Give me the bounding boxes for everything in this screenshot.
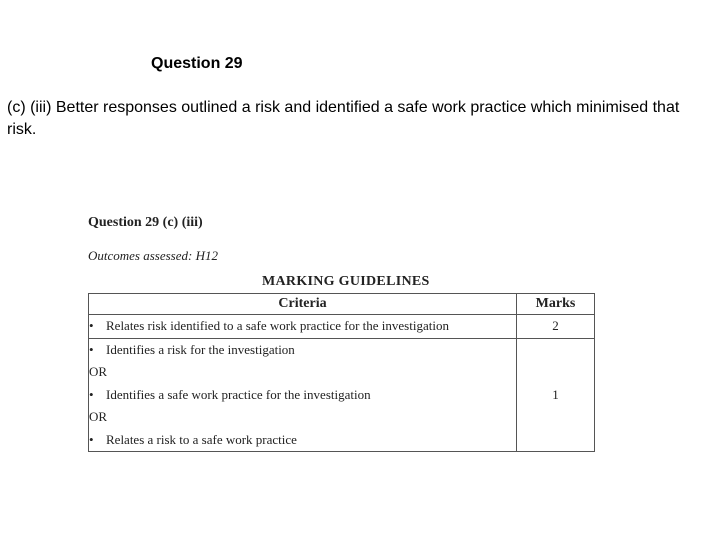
criterion-text: Relates a risk to a safe work practice [106,431,297,447]
criteria-cell [89,315,517,339]
criterion-text: Identifies a risk for the investigation [106,341,295,357]
criterion-line [89,384,516,407]
criterion-line [89,339,516,362]
marks-header: Marks [517,294,595,315]
criteria-header: Criteria [89,294,517,315]
scan-question-label: Question 29 (c) (iii) [88,215,203,230]
bullet: • [89,341,94,357]
criterion-text: Identifies a safe work practice for the investigation [106,386,371,402]
criteria-cell [89,338,517,452]
outcomes-assessed: Outcomes assessed: H12 [88,248,218,263]
table-header-row [89,294,595,315]
marks-cell: 2 [517,315,595,339]
marks-cell: 1 [517,338,595,452]
feedback-text: (c) (iii) Better responses outlined a risk and identified a safe work practice which minimised that risk. [7,99,680,138]
marking-guidelines-scan [86,210,606,470]
or-separator: OR [89,409,108,424]
or-separator: OR [89,364,108,379]
bullet: • [89,431,94,447]
question-heading: Question 29 [151,55,243,72]
guidelines-title: MARKING GUIDELINES [262,274,430,289]
marking-guidelines-table [88,293,595,452]
criterion-line [89,315,516,338]
bullet: • [89,318,94,333]
table-row [89,315,595,339]
criterion-text: Relates risk identified to a safe work practice for the investigation [106,318,449,333]
table-row [89,338,595,452]
criterion-line [89,429,516,452]
bullet: • [89,386,94,402]
